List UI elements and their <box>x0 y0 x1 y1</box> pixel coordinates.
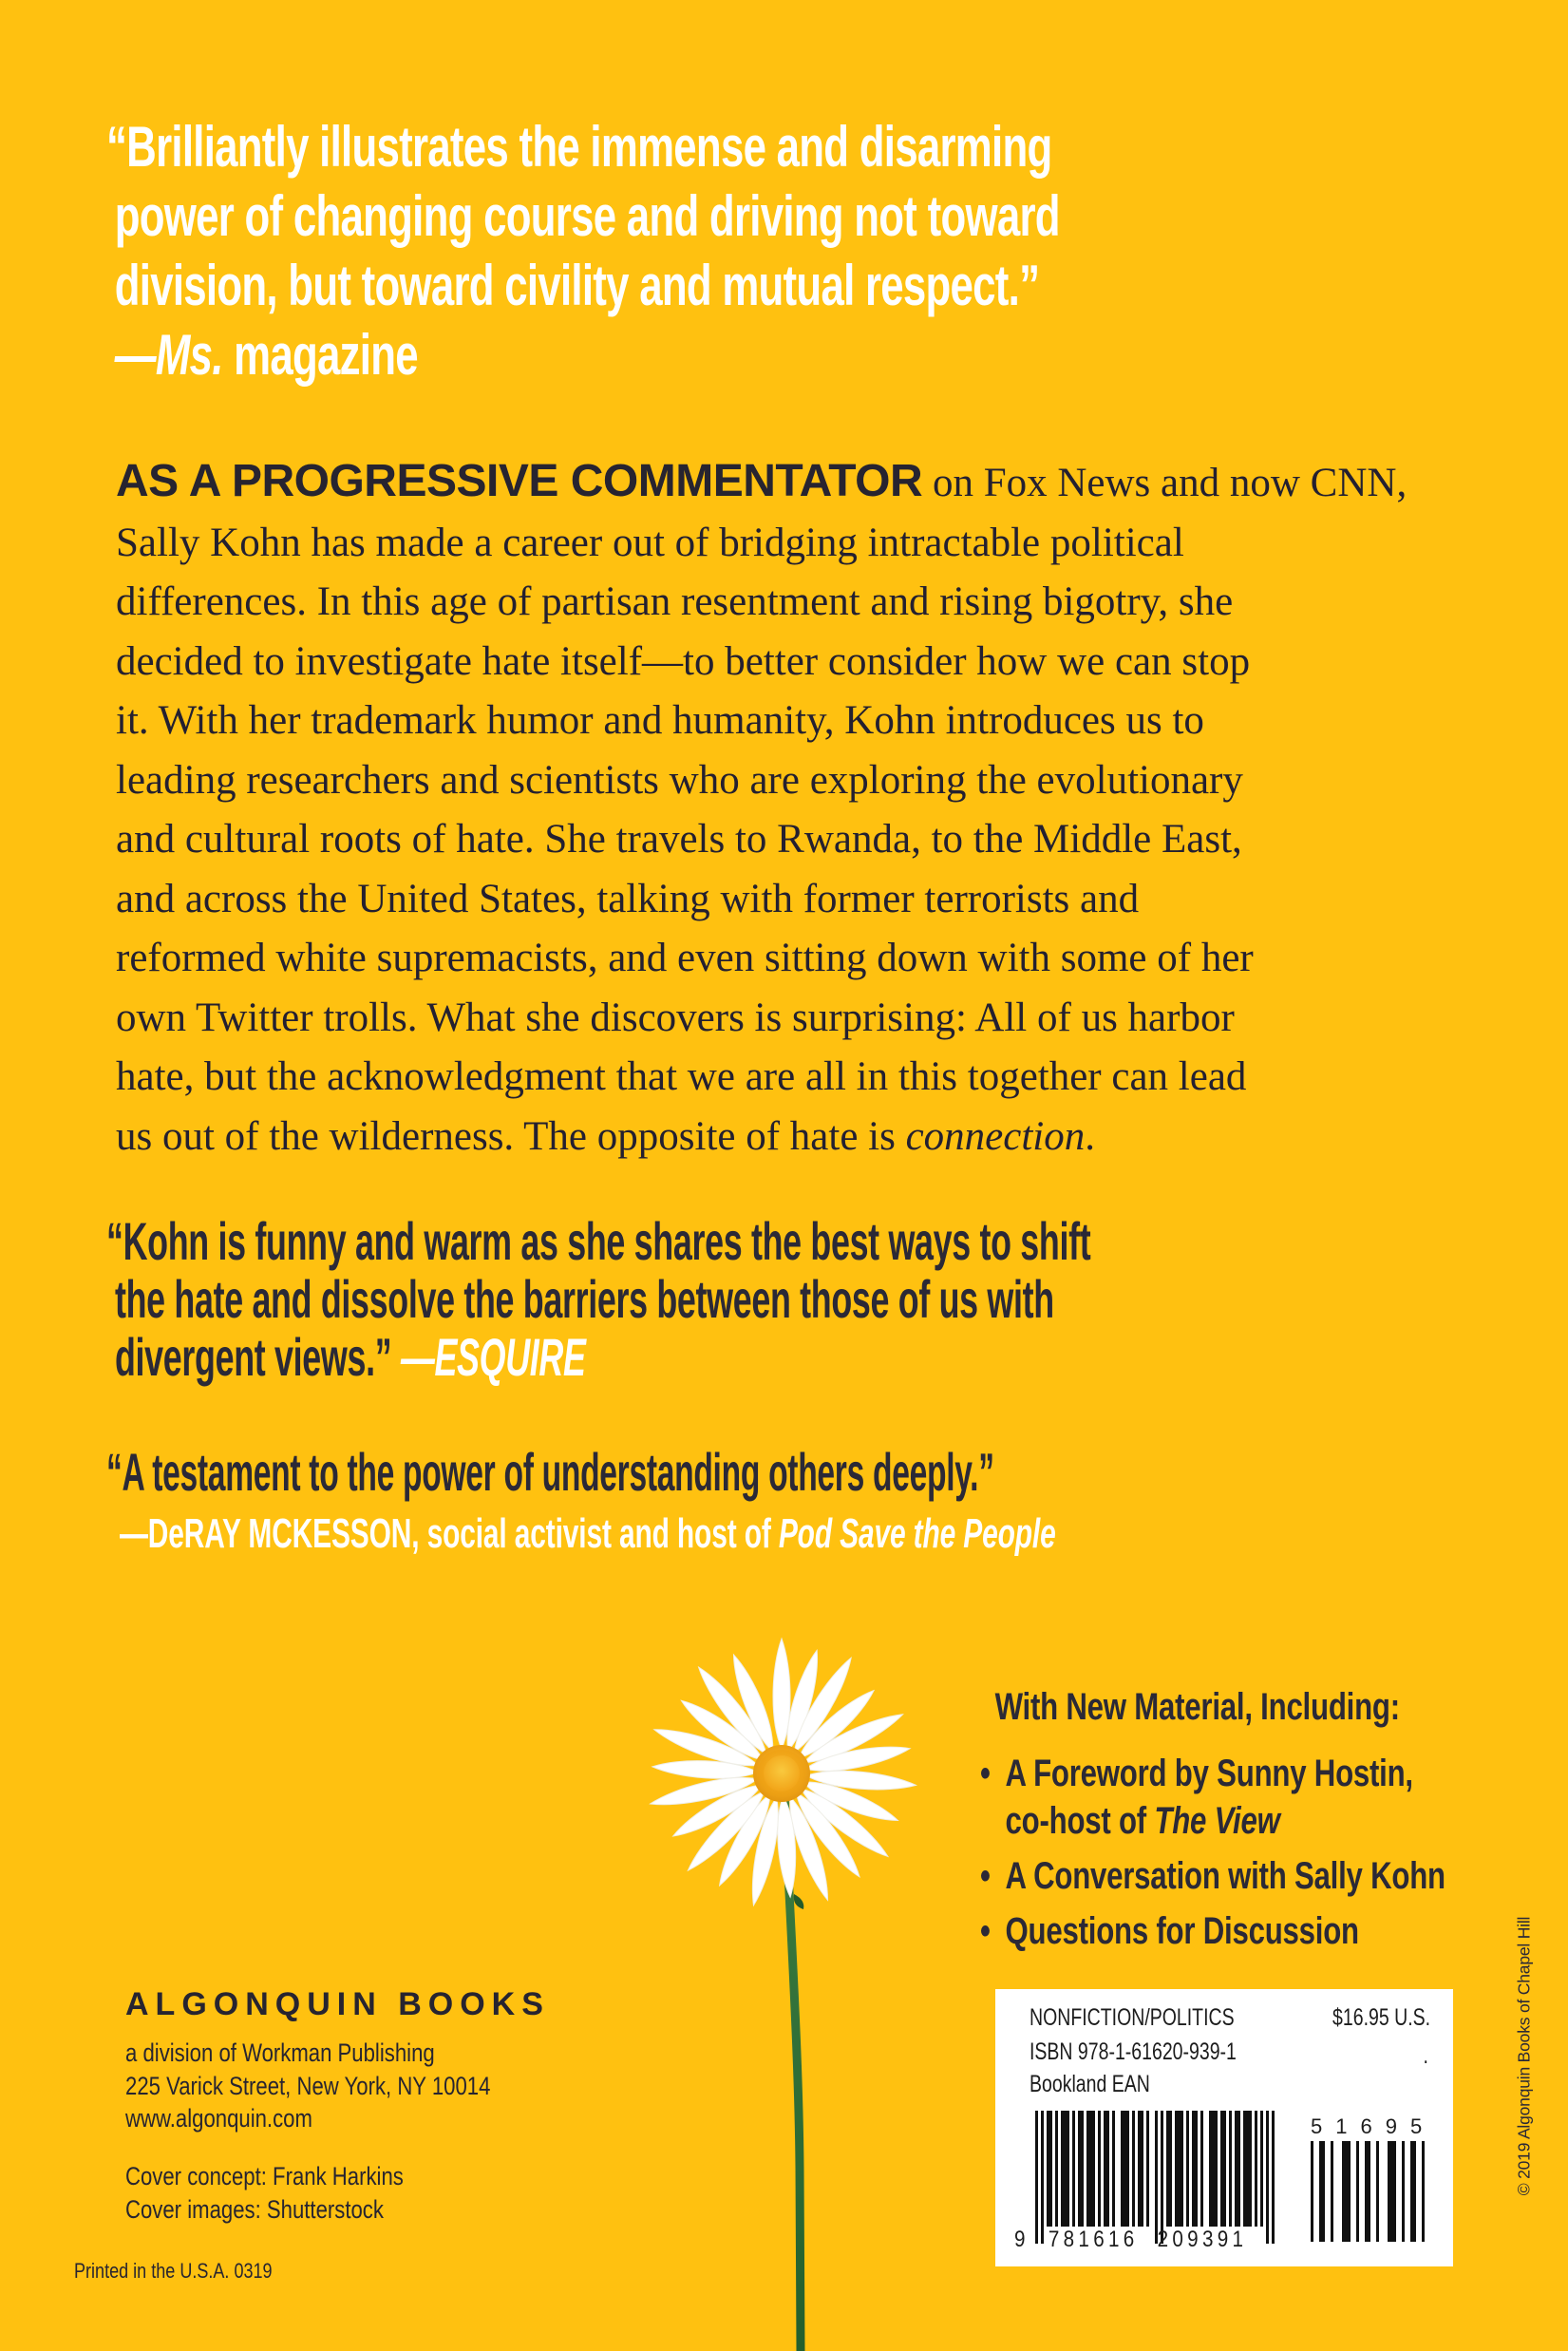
new-material-heading: With New Material, Including: <box>994 1686 1400 1728</box>
publisher-street: 225 Varick Street, New York, NY 10014 <box>125 2071 491 2100</box>
bullet-icon: • <box>980 1855 991 1897</box>
list-item <box>980 1907 1445 1955</box>
barcode-digit-group: 9 <box>1014 2227 1030 2252</box>
cover-images-credit: Cover images: Shutterstock <box>125 2194 384 2224</box>
mckesson-review-quote: “A testament to the power of understanding others deeply.” <box>106 1442 994 1502</box>
attribution-rest: magazine <box>222 323 418 387</box>
barcode-digits <box>1014 2227 1247 2253</box>
publisher-division: a division of Workman Publishing <box>125 2038 435 2067</box>
synopsis-line-rest: on Fox News and now CNN, <box>922 461 1407 505</box>
attribution-source: —Ms. <box>114 323 223 387</box>
quote-line-end: divergent views.” <box>114 1327 401 1387</box>
barcode-addon-image <box>1311 2141 1426 2242</box>
synopsis-line: hate, but the acknowledgment that we are all in this together can lead <box>116 1054 1247 1099</box>
synopsis-line-suffix: . <box>1085 1113 1095 1159</box>
publisher-website: www.algonquin.com <box>125 2104 312 2133</box>
category-label: NONFICTION/POLITICS <box>1030 2004 1235 2031</box>
top-review-quote <box>106 112 1060 389</box>
list-item-continuation <box>980 1797 1445 1845</box>
synopsis-line: differences. In this age of partisan resentment and rising bigotry, she <box>116 579 1234 624</box>
synopsis-line: own Twitter trolls. What she discovers is surprising: All of us harbor <box>116 995 1235 1040</box>
list-item-text: co-host of <box>1005 1800 1155 1842</box>
show-title: The View <box>1154 1800 1280 1842</box>
quote-line: “Brilliantly illustrates the immense and disarming <box>106 115 1052 179</box>
synopsis-line-prefix: us out of the wilderness. The opposite of hate is <box>116 1113 906 1159</box>
attribution-name: —DeRAY MCKESSON, social activist and host of <box>120 1510 779 1557</box>
synopsis-line: and across the United States, talking with former terrorists and <box>116 876 1140 921</box>
quote-line: division, but toward civility and mutual respect.” <box>114 254 1040 317</box>
synopsis-line: decided to investigate hate itself—to better consider how we can stop <box>116 638 1251 684</box>
synopsis-line <box>116 1108 1407 1167</box>
dot-mark: . <box>1423 2042 1428 2069</box>
cover-credits <box>125 2160 490 2227</box>
barcode-image <box>1035 2111 1275 2244</box>
quote-line: power of changing course and driving not toward <box>114 184 1060 248</box>
quote-line: the hate and dissolve the barriers between those of us with <box>114 1269 1054 1329</box>
mckesson-attribution <box>120 1510 1056 1558</box>
publisher-name: ALGONQUIN BOOKS <box>125 1986 550 2022</box>
quote-line <box>106 1328 1090 1386</box>
bullet-icon: • <box>980 1910 991 1952</box>
synopsis-lead-in: AS A PROGRESSIVE COMMENTATOR <box>116 456 923 506</box>
list-item <box>980 1852 1445 1900</box>
copyright-vertical-text: © 2019 Algonquin Books of Chapel Hill <box>1514 1916 1534 2196</box>
barcode-digit-group: 209391 <box>1157 2227 1248 2252</box>
isbn-label: ISBN 978-1-61620-939-1 <box>1030 2038 1237 2065</box>
list-item-text: A Foreword by Sunny Hostin, <box>1005 1753 1413 1794</box>
esquire-review-quote <box>106 1212 1090 1386</box>
quote-line: “Kohn is funny and warm as she shares the best ways to shift <box>106 1211 1091 1271</box>
barcode-panel <box>995 1989 1453 2266</box>
daisy-flower-image <box>598 1636 978 2351</box>
synopsis-line: Sally Kohn has made a career out of bridging intractable political <box>116 520 1184 565</box>
barcode-addon-digits: 51695 <box>1311 2114 1436 2138</box>
list-item-text: A Conversation with Sally Kohn <box>1005 1855 1445 1897</box>
attribution-source: —ESQUIRE <box>400 1327 586 1387</box>
list-item-text: Questions for Discussion <box>1005 1910 1359 1952</box>
bookland-ean-label: Bookland EAN <box>1030 2071 1150 2097</box>
quote-attribution <box>106 320 1060 389</box>
synopsis-connection-word: connection <box>905 1113 1086 1159</box>
synopsis-line: leading researchers and scientists who are exploring the evolutionary <box>116 757 1243 803</box>
synopsis-line: reformed white supremacists, and even sitting down with some of her <box>116 936 1254 980</box>
list-item <box>980 1750 1445 1797</box>
cover-concept-credit: Cover concept: Frank Harkins <box>125 2161 404 2190</box>
new-material-list <box>980 1683 1445 1955</box>
synopsis-line: and cultural roots of hate. She travels to Rwanda, to the Middle East, <box>116 817 1242 862</box>
publisher-block <box>125 1985 571 2227</box>
publisher-address <box>125 2037 490 2135</box>
synopsis-line: it. With her trademark humor and humanity, Kohn introduces us to <box>116 698 1204 743</box>
price-label: $16.95 U.S. <box>1332 2004 1430 2031</box>
stem-node <box>794 1894 804 1909</box>
attribution-show-title: Pod Save the People <box>778 1510 1056 1557</box>
bullet-icon: • <box>980 1753 991 1794</box>
synopsis-line <box>116 452 1407 514</box>
barcode-digit-group: 781616 <box>1048 2227 1139 2252</box>
synopsis-paragraph <box>116 452 1407 1166</box>
printed-in-usa-note: Printed in the U.S.A. 0319 <box>74 2259 273 2283</box>
